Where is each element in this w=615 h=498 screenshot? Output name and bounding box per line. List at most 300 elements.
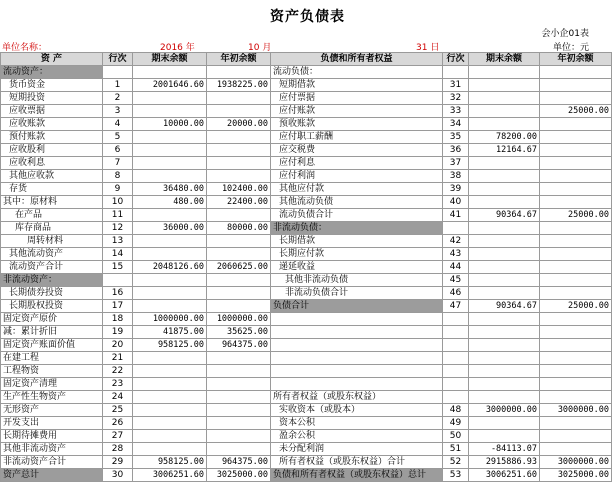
asset-end-cell[interactable] xyxy=(133,404,207,417)
liab-end-cell[interactable]: 78200.00 xyxy=(469,131,540,144)
col-header-line: 行次 xyxy=(103,53,133,66)
col-header-begin: 年初余额 xyxy=(207,53,271,66)
liab-line-cell[interactable]: 42 xyxy=(443,235,469,248)
table-row xyxy=(1,378,612,391)
asset-end-cell[interactable] xyxy=(133,417,207,430)
liab-end-cell[interactable] xyxy=(469,287,540,300)
liab-begin-cell[interactable] xyxy=(540,235,612,248)
liab-item-cell[interactable] xyxy=(271,352,443,365)
liab-end-cell[interactable]: -84113.07 xyxy=(469,443,540,456)
liab-begin-cell[interactable] xyxy=(540,222,612,235)
asset-end-cell[interactable] xyxy=(133,235,207,248)
liab-line-cell[interactable] xyxy=(443,222,469,235)
table-row xyxy=(1,456,612,469)
liab-end-cell[interactable]: 90364.67 xyxy=(469,209,540,222)
liab-end-cell[interactable] xyxy=(469,66,540,79)
asset-item-cell[interactable]: 应收股利 xyxy=(1,144,103,157)
liab-item-cell[interactable]: 预收账款 xyxy=(271,118,443,131)
asset-end-cell[interactable] xyxy=(133,66,207,79)
asset-end-cell[interactable] xyxy=(133,391,207,404)
liab-line-cell[interactable]: 49 xyxy=(443,417,469,430)
table-row xyxy=(1,92,612,105)
asset-end-cell[interactable] xyxy=(133,248,207,261)
asset-begin-cell[interactable] xyxy=(207,144,271,157)
liab-begin-cell[interactable] xyxy=(540,313,612,326)
asset-end-cell[interactable] xyxy=(133,209,207,222)
liab-line-cell[interactable]: 31 xyxy=(443,79,469,92)
header-line xyxy=(0,40,615,52)
asset-item-cell[interactable]: 固定资产原价 xyxy=(1,313,103,326)
table-row xyxy=(1,261,612,274)
liab-line-cell[interactable] xyxy=(443,326,469,339)
table-row xyxy=(1,313,612,326)
asset-end-cell[interactable] xyxy=(133,300,207,313)
liab-line-cell[interactable] xyxy=(443,378,469,391)
asset-line-cell[interactable]: 22 xyxy=(103,365,133,378)
liab-end-cell[interactable]: 90364.67 xyxy=(469,300,540,313)
liab-end-cell[interactable] xyxy=(469,339,540,352)
asset-begin-cell[interactable]: 80000.00 xyxy=(207,222,271,235)
liab-item-cell[interactable] xyxy=(271,339,443,352)
liab-line-cell[interactable] xyxy=(443,66,469,79)
liab-end-cell[interactable]: 3000000.00 xyxy=(469,404,540,417)
liab-begin-cell[interactable]: 3025000.00 xyxy=(540,469,612,482)
asset-item-cell[interactable]: 短期投资 xyxy=(1,92,103,105)
liab-begin-cell[interactable] xyxy=(540,274,612,287)
asset-begin-cell[interactable]: 102400.00 xyxy=(207,183,271,196)
asset-line-cell[interactable]: 18 xyxy=(103,313,133,326)
liab-end-cell[interactable] xyxy=(469,352,540,365)
liab-end-cell[interactable] xyxy=(469,261,540,274)
asset-line-cell[interactable]: 24 xyxy=(103,391,133,404)
asset-item-cell[interactable]: 流动资产合计 xyxy=(1,261,103,274)
liab-begin-cell[interactable]: 3000000.00 xyxy=(540,456,612,469)
asset-end-cell[interactable]: 36000.00 xyxy=(133,222,207,235)
sheet-title: 资产负债表 xyxy=(270,9,345,25)
liab-begin-cell[interactable] xyxy=(540,352,612,365)
asset-item-cell[interactable]: 固定资产清理 xyxy=(1,378,103,391)
liab-end-cell[interactable] xyxy=(469,157,540,170)
asset-begin-cell[interactable]: 964375.00 xyxy=(207,339,271,352)
asset-begin-cell[interactable] xyxy=(207,443,271,456)
liab-item-cell[interactable] xyxy=(271,378,443,391)
liab-line-cell[interactable]: 33 xyxy=(443,105,469,118)
asset-line-cell[interactable]: 1 xyxy=(103,79,133,92)
form-code: 会小企01表 xyxy=(541,29,589,39)
table-row xyxy=(1,170,612,183)
liab-begin-cell[interactable] xyxy=(540,365,612,378)
liab-line-cell[interactable]: 46 xyxy=(443,287,469,300)
asset-item-cell[interactable]: 货币资金 xyxy=(1,79,103,92)
asset-begin-cell[interactable] xyxy=(207,404,271,417)
asset-end-cell[interactable] xyxy=(133,430,207,443)
asset-item-cell[interactable]: 长期股权投资 xyxy=(1,300,103,313)
table-body xyxy=(1,66,612,482)
asset-line-cell[interactable]: 17 xyxy=(103,300,133,313)
asset-begin-cell[interactable]: 964375.00 xyxy=(207,456,271,469)
asset-line-cell[interactable]: 23 xyxy=(103,378,133,391)
asset-line-cell[interactable]: 5 xyxy=(103,131,133,144)
liab-line-cell[interactable]: 41 xyxy=(443,209,469,222)
table-row xyxy=(1,131,612,144)
liab-end-cell[interactable] xyxy=(469,417,540,430)
asset-end-cell[interactable] xyxy=(133,157,207,170)
liab-begin-cell[interactable] xyxy=(540,79,612,92)
asset-item-cell[interactable]: 在建工程 xyxy=(1,352,103,365)
liab-begin-cell[interactable] xyxy=(540,170,612,183)
liab-begin-cell[interactable] xyxy=(540,66,612,79)
asset-begin-cell[interactable]: 3025000.00 xyxy=(207,469,271,482)
asset-item-cell[interactable]: 无形资产 xyxy=(1,404,103,417)
liab-end-cell[interactable] xyxy=(469,313,540,326)
asset-line-cell[interactable]: 3 xyxy=(103,105,133,118)
asset-begin-cell[interactable] xyxy=(207,92,271,105)
asset-line-cell[interactable]: 10 xyxy=(103,196,133,209)
asset-begin-cell[interactable] xyxy=(207,170,271,183)
liab-item-cell[interactable]: 应付票据 xyxy=(271,92,443,105)
liab-begin-cell[interactable] xyxy=(540,92,612,105)
asset-begin-cell[interactable] xyxy=(207,105,271,118)
liab-end-cell[interactable] xyxy=(469,105,540,118)
table-row xyxy=(1,183,612,196)
liab-begin-cell[interactable]: 25000.00 xyxy=(540,105,612,118)
asset-item-cell[interactable]: 预付账款 xyxy=(1,131,103,144)
table-row xyxy=(1,235,612,248)
asset-end-cell[interactable] xyxy=(133,443,207,456)
asset-end-cell[interactable] xyxy=(133,144,207,157)
liab-line-cell[interactable]: 35 xyxy=(443,131,469,144)
liab-end-cell[interactable] xyxy=(469,391,540,404)
table-row xyxy=(1,417,612,430)
company-name-label: 单位名称： xyxy=(2,43,48,53)
asset-begin-cell[interactable]: 35625.00 xyxy=(207,326,271,339)
asset-end-cell[interactable] xyxy=(133,365,207,378)
asset-begin-cell[interactable] xyxy=(207,365,271,378)
asset-begin-cell[interactable]: 20000.00 xyxy=(207,118,271,131)
liab-item-cell[interactable] xyxy=(271,365,443,378)
liab-begin-cell[interactable] xyxy=(540,131,612,144)
col-header-begin2: 年初余额 xyxy=(540,53,612,66)
liab-line-cell[interactable]: 50 xyxy=(443,430,469,443)
liab-begin-cell[interactable] xyxy=(540,326,612,339)
liab-line-cell[interactable]: 32 xyxy=(443,92,469,105)
asset-item-cell[interactable]: 其他流动资产 xyxy=(1,248,103,261)
asset-line-cell[interactable]: 13 xyxy=(103,235,133,248)
asset-begin-cell[interactable] xyxy=(207,274,271,287)
asset-end-cell[interactable] xyxy=(133,378,207,391)
liab-end-cell[interactable] xyxy=(469,378,540,391)
liab-item-cell[interactable]: 所有者权益（或股东权益） xyxy=(271,391,443,404)
asset-item-cell[interactable]: 工程物资 xyxy=(1,365,103,378)
asset-item-cell[interactable]: 存货 xyxy=(1,183,103,196)
liab-item-cell[interactable] xyxy=(271,313,443,326)
liab-line-cell[interactable]: 52 xyxy=(443,456,469,469)
liab-end-cell[interactable] xyxy=(469,183,540,196)
asset-item-cell[interactable]: 在产品 xyxy=(1,209,103,222)
liab-line-cell[interactable]: 37 xyxy=(443,157,469,170)
table-row xyxy=(1,248,612,261)
liab-line-cell[interactable]: 40 xyxy=(443,196,469,209)
asset-begin-cell[interactable] xyxy=(207,300,271,313)
table-row xyxy=(1,443,612,456)
liab-line-cell[interactable]: 38 xyxy=(443,170,469,183)
asset-line-cell[interactable]: 8 xyxy=(103,170,133,183)
asset-line-cell[interactable]: 14 xyxy=(103,248,133,261)
liab-end-cell[interactable] xyxy=(469,170,540,183)
liab-line-cell[interactable]: 53 xyxy=(443,469,469,482)
liab-item-cell[interactable] xyxy=(271,326,443,339)
liab-end-cell[interactable] xyxy=(469,326,540,339)
asset-item-cell[interactable]: 其他应收款 xyxy=(1,170,103,183)
asset-end-cell[interactable] xyxy=(133,352,207,365)
asset-begin-cell[interactable] xyxy=(207,417,271,430)
asset-end-cell[interactable]: 2048126.60 xyxy=(133,261,207,274)
asset-line-cell[interactable]: 25 xyxy=(103,404,133,417)
liab-begin-cell[interactable] xyxy=(540,378,612,391)
asset-line-cell[interactable] xyxy=(103,274,133,287)
liab-begin-cell[interactable] xyxy=(540,157,612,170)
asset-line-cell[interactable]: 9 xyxy=(103,183,133,196)
asset-begin-cell[interactable] xyxy=(207,287,271,300)
liab-begin-cell[interactable]: 25000.00 xyxy=(540,300,612,313)
liab-begin-cell[interactable] xyxy=(540,287,612,300)
asset-line-cell[interactable]: 4 xyxy=(103,118,133,131)
liab-end-cell[interactable] xyxy=(469,79,540,92)
asset-begin-cell[interactable] xyxy=(207,352,271,365)
liab-end-cell[interactable] xyxy=(469,118,540,131)
asset-begin-cell[interactable] xyxy=(207,157,271,170)
liab-item-cell[interactable]: 流动负债合计 xyxy=(271,209,443,222)
liab-line-cell[interactable] xyxy=(443,365,469,378)
liab-line-cell[interactable]: 43 xyxy=(443,248,469,261)
table-row xyxy=(1,196,612,209)
col-header-line2: 行次 xyxy=(443,53,469,66)
asset-item-cell[interactable]: 应收票据 xyxy=(1,105,103,118)
table-header-row xyxy=(1,53,612,66)
liab-item-cell[interactable]: 应付账款 xyxy=(271,105,443,118)
liab-item-cell[interactable]: 其他应付款 xyxy=(271,183,443,196)
asset-begin-cell[interactable] xyxy=(207,391,271,404)
table-row xyxy=(1,469,612,482)
asset-item-cell[interactable]: 库存商品 xyxy=(1,222,103,235)
liab-item-cell[interactable]: 流动负债： xyxy=(271,66,443,79)
asset-end-cell[interactable]: 2001646.60 xyxy=(133,79,207,92)
col-header-end: 期末余额 xyxy=(133,53,207,66)
liab-line-cell[interactable]: 44 xyxy=(443,261,469,274)
liab-begin-cell[interactable] xyxy=(540,144,612,157)
liab-item-cell[interactable]: 非流动负债合计 xyxy=(271,287,443,300)
liab-end-cell[interactable] xyxy=(469,430,540,443)
liab-item-cell[interactable]: 短期借款 xyxy=(271,79,443,92)
liab-end-cell[interactable] xyxy=(469,196,540,209)
liab-end-cell[interactable] xyxy=(469,92,540,105)
asset-line-cell[interactable]: 7 xyxy=(103,157,133,170)
asset-line-cell[interactable]: 12 xyxy=(103,222,133,235)
liab-item-cell[interactable]: 应付利润 xyxy=(271,170,443,183)
liab-begin-cell[interactable] xyxy=(540,417,612,430)
liab-line-cell[interactable]: 48 xyxy=(443,404,469,417)
liab-begin-cell[interactable] xyxy=(540,183,612,196)
col-header-asset: 资 产 xyxy=(1,53,103,66)
asset-line-cell[interactable]: 11 xyxy=(103,209,133,222)
liab-begin-cell[interactable] xyxy=(540,430,612,443)
liab-begin-cell[interactable] xyxy=(540,391,612,404)
asset-end-cell[interactable] xyxy=(133,131,207,144)
liab-item-cell[interactable]: 非流动负债： xyxy=(271,222,443,235)
asset-line-cell[interactable]: 30 xyxy=(103,469,133,482)
asset-begin-cell[interactable] xyxy=(207,66,271,79)
asset-item-cell[interactable]: 开发支出 xyxy=(1,417,103,430)
liab-item-cell[interactable]: 未分配利润 xyxy=(271,443,443,456)
asset-line-cell[interactable]: 15 xyxy=(103,261,133,274)
asset-end-cell[interactable]: 3006251.60 xyxy=(133,469,207,482)
asset-item-cell[interactable]: 长期债券投资 xyxy=(1,287,103,300)
asset-line-cell[interactable]: 16 xyxy=(103,287,133,300)
asset-end-cell[interactable]: 1000000.00 xyxy=(133,313,207,326)
table-row xyxy=(1,300,612,313)
liab-item-cell[interactable]: 负债和所有者权益（或股东权益）总计 xyxy=(271,469,443,482)
report-day: 31 日 xyxy=(416,43,440,53)
asset-begin-cell[interactable]: 1938225.00 xyxy=(207,79,271,92)
liab-end-cell[interactable]: 12164.67 xyxy=(469,144,540,157)
liab-end-cell[interactable] xyxy=(469,222,540,235)
liab-line-cell[interactable]: 45 xyxy=(443,274,469,287)
asset-line-cell[interactable]: 28 xyxy=(103,443,133,456)
asset-begin-cell[interactable] xyxy=(207,378,271,391)
table-row xyxy=(1,287,612,300)
asset-item-cell[interactable]: 固定资产账面价值 xyxy=(1,339,103,352)
table-row xyxy=(1,430,612,443)
asset-item-cell[interactable]: 应收利息 xyxy=(1,157,103,170)
asset-end-cell[interactable]: 958125.00 xyxy=(133,456,207,469)
asset-line-cell[interactable]: 2 xyxy=(103,92,133,105)
asset-end-cell[interactable]: 36480.00 xyxy=(133,183,207,196)
asset-item-cell[interactable]: 非流动资产合计 xyxy=(1,456,103,469)
liab-end-cell[interactable]: 2915886.93 xyxy=(469,456,540,469)
asset-begin-cell[interactable] xyxy=(207,430,271,443)
asset-item-cell[interactable]: 长期待摊费用 xyxy=(1,430,103,443)
liab-line-cell[interactable]: 34 xyxy=(443,118,469,131)
liab-item-cell[interactable]: 应付利息 xyxy=(271,157,443,170)
asset-end-cell[interactable] xyxy=(133,105,207,118)
liab-line-cell[interactable] xyxy=(443,339,469,352)
asset-item-cell[interactable]: 非流动资产： xyxy=(1,274,103,287)
asset-line-cell[interactable]: 21 xyxy=(103,352,133,365)
table-row xyxy=(1,339,612,352)
table-row xyxy=(1,352,612,365)
liab-end-cell[interactable] xyxy=(469,365,540,378)
liab-begin-cell[interactable] xyxy=(540,248,612,261)
liab-item-cell[interactable]: 应付职工薪酬 xyxy=(271,131,443,144)
table-row xyxy=(1,365,612,378)
table-row xyxy=(1,144,612,157)
liab-item-cell[interactable]: 盈余公积 xyxy=(271,430,443,443)
liab-end-cell[interactable]: 3006251.60 xyxy=(469,469,540,482)
asset-line-cell[interactable]: 29 xyxy=(103,456,133,469)
liab-item-cell[interactable]: 资本公积 xyxy=(271,417,443,430)
asset-end-cell[interactable]: 41875.00 xyxy=(133,326,207,339)
liab-item-cell[interactable]: 长期借款 xyxy=(271,235,443,248)
liab-begin-cell[interactable] xyxy=(540,443,612,456)
liab-item-cell[interactable]: 实收资本（或股本） xyxy=(271,404,443,417)
report-month: 10 月 xyxy=(248,43,272,53)
liab-begin-cell[interactable] xyxy=(540,196,612,209)
liab-line-cell[interactable]: 51 xyxy=(443,443,469,456)
asset-end-cell[interactable] xyxy=(133,274,207,287)
liab-line-cell[interactable]: 47 xyxy=(443,300,469,313)
asset-end-cell[interactable] xyxy=(133,92,207,105)
asset-item-cell[interactable]: 流动资产： xyxy=(1,66,103,79)
liab-begin-cell[interactable] xyxy=(540,339,612,352)
asset-end-cell[interactable] xyxy=(133,287,207,300)
liab-line-cell[interactable] xyxy=(443,391,469,404)
balance-table xyxy=(0,52,612,482)
liab-item-cell[interactable]: 其他非流动负债 xyxy=(271,274,443,287)
asset-begin-cell[interactable] xyxy=(207,248,271,261)
liab-item-cell[interactable]: 其他流动负债 xyxy=(271,196,443,209)
asset-line-cell[interactable]: 19 xyxy=(103,326,133,339)
asset-item-cell[interactable]: 减：累计折旧 xyxy=(1,326,103,339)
liab-item-cell[interactable]: 所有者权益（或股东权益）合计 xyxy=(271,456,443,469)
table-row xyxy=(1,404,612,417)
liab-begin-cell[interactable]: 3000000.00 xyxy=(540,404,612,417)
unit-label: 单位：元 xyxy=(552,43,589,53)
liab-begin-cell[interactable] xyxy=(540,118,612,131)
asset-begin-cell[interactable]: 1000000.00 xyxy=(207,313,271,326)
asset-begin-cell[interactable] xyxy=(207,235,271,248)
report-year: 2016 年 xyxy=(160,43,195,53)
asset-begin-cell[interactable] xyxy=(207,209,271,222)
asset-item-cell[interactable]: 周转材料 xyxy=(1,235,103,248)
asset-item-cell[interactable]: 应收账款 xyxy=(1,118,103,131)
table-row xyxy=(1,222,612,235)
table-row xyxy=(1,66,612,79)
liab-end-cell[interactable] xyxy=(469,274,540,287)
table-row xyxy=(1,157,612,170)
liab-item-cell[interactable]: 应交税费 xyxy=(271,144,443,157)
liab-line-cell[interactable] xyxy=(443,313,469,326)
asset-line-cell[interactable]: 26 xyxy=(103,417,133,430)
liab-begin-cell[interactable]: 25000.00 xyxy=(540,209,612,222)
liab-item-cell[interactable]: 递延收益 xyxy=(271,261,443,274)
asset-begin-cell[interactable]: 22400.00 xyxy=(207,196,271,209)
asset-begin-cell[interactable] xyxy=(207,131,271,144)
asset-item-cell[interactable]: 其他非流动资产 xyxy=(1,443,103,456)
asset-line-cell[interactable]: 6 xyxy=(103,144,133,157)
liab-begin-cell[interactable] xyxy=(540,261,612,274)
asset-end-cell[interactable]: 10000.00 xyxy=(133,118,207,131)
liab-item-cell[interactable]: 长期应付款 xyxy=(271,248,443,261)
asset-end-cell[interactable] xyxy=(133,170,207,183)
asset-item-cell[interactable]: 资产总计 xyxy=(1,469,103,482)
liab-item-cell[interactable]: 负债合计 xyxy=(271,300,443,313)
asset-item-cell[interactable]: 生产性生物资产 xyxy=(1,391,103,404)
liab-line-cell[interactable] xyxy=(443,352,469,365)
liab-end-cell[interactable] xyxy=(469,235,540,248)
table-row xyxy=(1,79,612,92)
asset-line-cell[interactable]: 27 xyxy=(103,430,133,443)
asset-begin-cell[interactable]: 2060625.00 xyxy=(207,261,271,274)
table-row xyxy=(1,391,612,404)
asset-line-cell[interactable] xyxy=(103,66,133,79)
asset-end-cell[interactable]: 958125.00 xyxy=(133,339,207,352)
liab-line-cell[interactable]: 36 xyxy=(443,144,469,157)
asset-end-cell[interactable]: 480.00 xyxy=(133,196,207,209)
asset-line-cell[interactable]: 20 xyxy=(103,339,133,352)
liab-end-cell[interactable] xyxy=(469,248,540,261)
asset-item-cell[interactable]: 其中：原材料 xyxy=(1,196,103,209)
liab-line-cell[interactable]: 39 xyxy=(443,183,469,196)
